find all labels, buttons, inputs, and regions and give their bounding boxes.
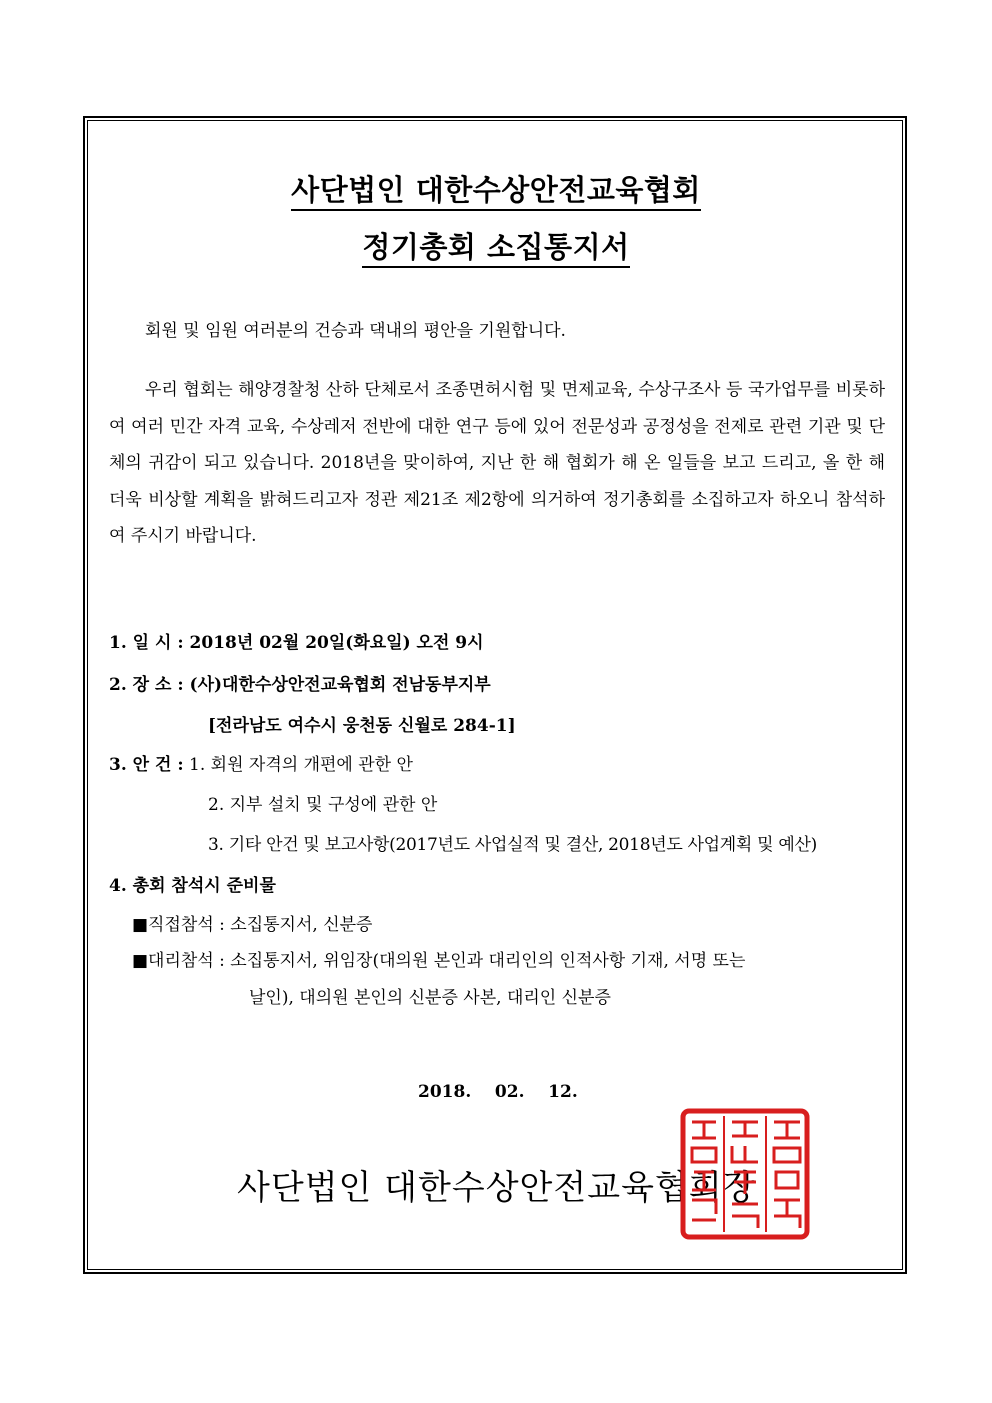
place-value: (사)대한수상안전교육협회 전남동부지부 — [189, 675, 491, 695]
prep-direct: ■직접참석 : 소집통지서, 신분증 — [132, 915, 373, 935]
item-agenda — [109, 750, 413, 775]
item-place — [109, 670, 491, 695]
prep-proxy-line-2: 날인), 대의원 본인의 신분증 사본, 대리인 신분증 — [249, 988, 611, 1008]
main-paragraph: 우리 협회는 해양경찰청 산하 단체로서 조종면허시험 및 면제교육, 수상구조사 등 국가업무를 비롯하여 여러 민간 자격 교육, 수상레저 전반에 대한 연구 등에 있어 전문성과 공정성을 전제로 관련 기관 및 단체의 귀감이 되고 있습니다. 2018년을 맞이하여, 지난 한 해 협회가 해 온 일들을 보고 드리고, 올 한 해 더욱 비상할 계획을 밝혀드리고자 정관 제21조 제2항에 의거하여 정기총회를 소집하고자 하오니 참석하여 주시기 바랍니다. — [109, 380, 885, 546]
signature-organization: 사단법인 대한수상안전교육협회장 — [237, 1168, 757, 1208]
place-address: [전라남도 여수시 웅천동 신월로 284-1] — [208, 716, 516, 736]
agenda-label: 3. 안 건 : — [109, 755, 184, 775]
agenda-item-2: 2. 지부 설치 및 구성에 관한 안 — [208, 795, 438, 815]
item-preparation: 4. 총회 참석시 준비물 — [109, 876, 276, 896]
date-label: 1. 일 시 : — [109, 633, 184, 653]
document-subtitle — [0, 225, 992, 266]
title-line-1: 사단법인 대한수상안전교육협회 — [291, 173, 701, 211]
prep-proxy-line-1: ■대리참석 : 소집통지서, 위임장(대의원 본인과 대리인의 인적사항 기재, 서명 또는 — [132, 951, 746, 971]
date-value: 2018년 02월 20일(화요일) 오전 9시 — [189, 633, 484, 653]
signature-date: 2018. 02. 12. — [418, 1082, 578, 1102]
agenda-item-1: 1. 회원 자격의 개편에 관한 안 — [189, 755, 413, 775]
item-date — [109, 628, 484, 653]
title-line-2: 정기총회 소집통지서 — [362, 230, 629, 268]
official-seal-icon — [680, 1108, 810, 1240]
greeting-paragraph: 회원 및 임원 여러분의 건승과 댁내의 평안을 기원합니다. — [145, 321, 566, 341]
agenda-item-3: 3. 기타 안건 및 보고사항(2017년도 사업실적 및 결산, 2018년도 사업계획 및 예산) — [208, 835, 817, 855]
document-title — [0, 168, 992, 209]
place-label: 2. 장 소 : — [109, 675, 184, 695]
